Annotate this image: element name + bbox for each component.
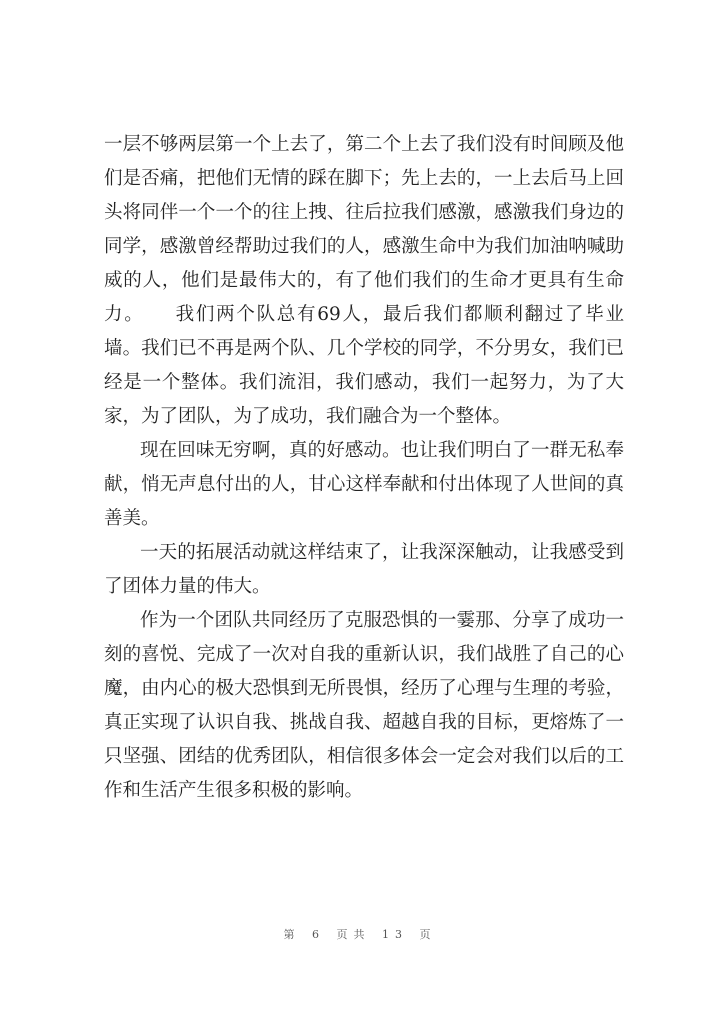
page-number-footer: 第 6 页共 13 页	[283, 928, 437, 941]
text-line-20: 作和生活产生很多积极的影响。	[104, 780, 364, 801]
text-line-16: 刻的喜悦、完成了一次对自我的重新认识，我们战胜了自己的心	[104, 644, 624, 665]
document-body	[104, 128, 624, 808]
text-line-12: 善美。	[104, 508, 160, 529]
text-line-19: 只坚强、团结的优秀团队，相信很多体会一定会对我们以后的工	[104, 746, 624, 767]
text-line-1: 一层不够两层第一个上去了，第二个上去了我们没有时间顾及他	[104, 134, 624, 155]
text-line-3: 头将同伴一个一个的往上拽、往后拉我们感激，感激我们身边的	[104, 202, 624, 223]
text-line-8: 经是一个整体。我们流泪，我们感动，我们一起努力，为了大	[104, 372, 624, 393]
text-line-2: 们是否痛，把他们无情的踩在脚下；先上去的，一上去后马上回	[104, 168, 624, 189]
text-line-4: 同学，感激曾经帮助过我们的人，感激生命中为我们加油呐喊助	[104, 236, 624, 257]
text-line-18: 真正实现了认识自我、挑战自我、超越自我的目标，更熔炼了一	[104, 712, 624, 733]
text-line-6: 力。 我们两个队总有69人，最后我们都顺利翻过了毕业	[104, 304, 624, 325]
text-line-9: 家，为了团队，为了成功，我们融合为一个整体。	[104, 406, 512, 427]
text-line-11: 献，悄无声息付出的人，甘心这样奉献和付出体现了人世间的真	[104, 474, 624, 495]
text-line-7: 墙。我们已不再是两个队、几个学校的同学，不分男女，我们已	[104, 338, 624, 359]
text-line-15: 作为一个团队共同经历了克服恐惧的一霎那、分享了成功一	[140, 610, 624, 631]
text-line-5: 威的人，他们是最伟大的，有了他们我们的生命才更具有生命	[104, 270, 624, 291]
text-line-10: 现在回味无穷啊，真的好感动。也让我们明白了一群无私奉	[140, 440, 624, 461]
text-line-14: 了团体力量的伟大。	[104, 576, 271, 597]
text-line-13: 一天的拓展活动就这样结束了，让我深深触动，让我感受到	[140, 542, 624, 563]
text-line-17: 魔，由内心的极大恐惧到无所畏惧，经历了心理与生理的考验，	[104, 678, 624, 699]
